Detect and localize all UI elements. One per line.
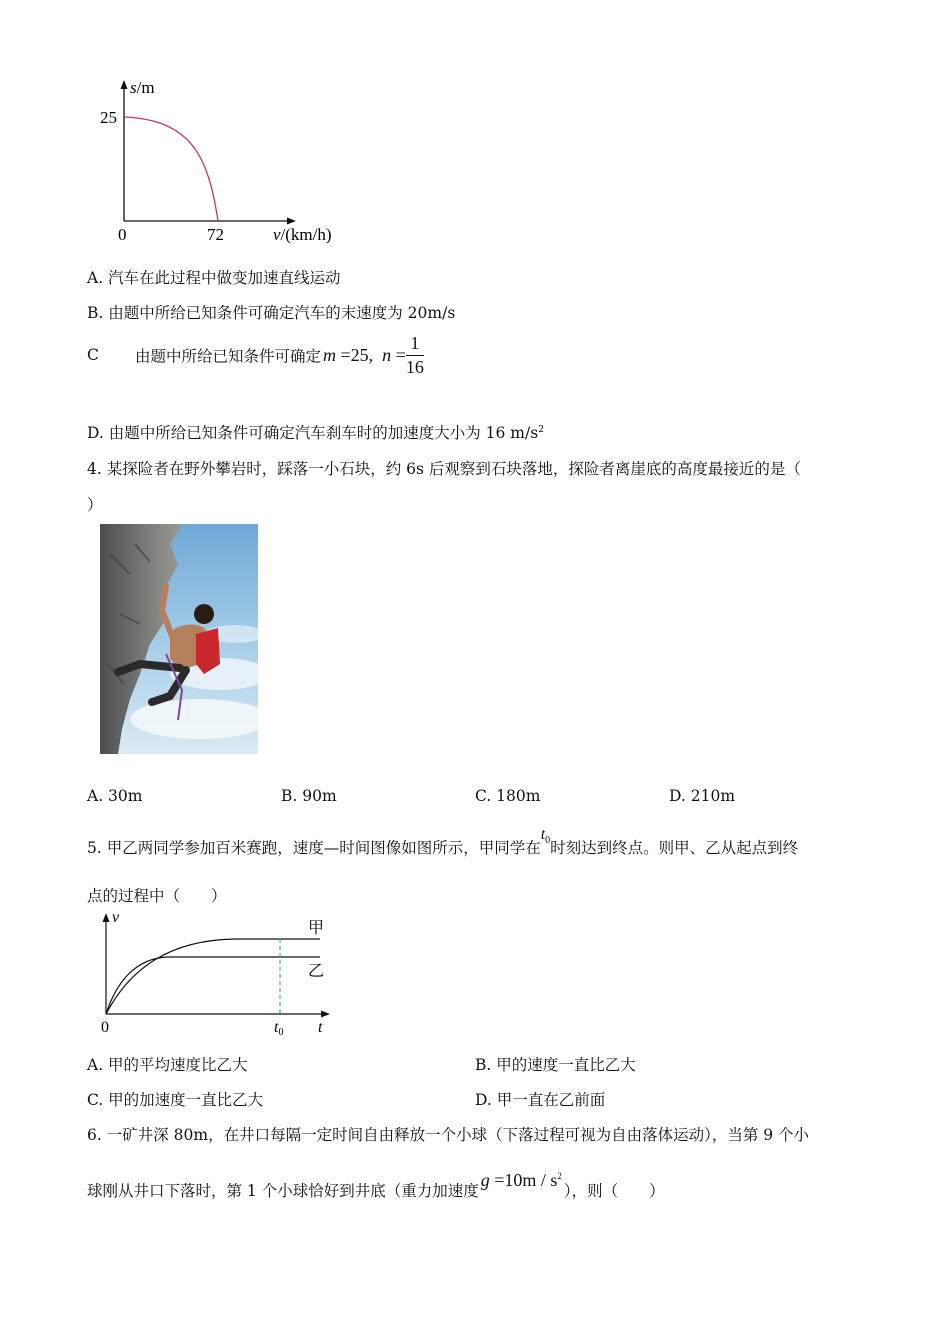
m-value: =25, — [340, 344, 374, 365]
q3-option-a: A. 汽车在此过程中做变加速直线运动 — [87, 269, 341, 287]
x-axis-label: t — [318, 1019, 323, 1036]
x-axis-arrow — [287, 218, 296, 225]
q3-option-c — [87, 334, 424, 377]
q6-stem-line1: 6. 一矿井深 80m，在井口每隔一定时间自由释放一个小球（下落过程可视为自由落体运动），当第 9 个小 — [87, 1126, 810, 1144]
q5-option-a: A. 甲的平均速度比乙大 — [87, 1056, 248, 1074]
s-v-graph — [90, 74, 360, 250]
q3-option-d: D. 由题中所给已知条件可确定汽车刹车时的加速度大小为 16 $m/s^2$ — [87, 424, 544, 442]
q3-option-b: B. 由题中所给已知条件可确定汽车的末速度为 20m/s — [87, 304, 456, 322]
curve-yi — [106, 957, 320, 1014]
n-equals: = — [395, 344, 406, 365]
climber-head — [194, 604, 214, 624]
x-axis-arrow — [321, 1011, 330, 1018]
fraction-denominator: 16 — [405, 356, 424, 377]
q6-stem-line2: 球刚从井口下落时，第 1 个小球恰好到井底（重力加速度$g =10m / s^2$），则（ ） — [87, 1170, 665, 1200]
v-t-graph — [90, 908, 340, 1038]
x-axis-label: v/(km/h) — [273, 225, 332, 244]
q4-stem-line2: ） — [87, 496, 103, 514]
y-tick-label: 25 — [100, 108, 117, 127]
q5-stem-line2: 点的过程中（ ） — [87, 887, 227, 905]
t0-label: t0 — [274, 1019, 284, 1038]
t0-symbol: $t_0$ — [540, 826, 551, 847]
q4-stem-line1: 4. 某探险者在野外攀岩时，踩落一小石块，约 6s 后观察到石块落地，探险者离崖底的高度最接近的是（ — [87, 460, 801, 478]
series-yi-label: 乙 — [308, 961, 325, 980]
q4-option-b: B. 90m — [281, 787, 337, 805]
d-superscript: 2 — [538, 424, 544, 435]
origin-label: 0 — [101, 1019, 109, 1036]
q5-option-c: C. 甲的加速度一直比乙大 — [87, 1091, 264, 1109]
n-fraction — [406, 334, 424, 377]
var-n: n — [382, 344, 392, 365]
series-jia-label: 甲 — [308, 918, 325, 937]
q5-option-b: B. 甲的速度一直比乙大 — [475, 1056, 636, 1074]
q4-option-d: D. 210m — [669, 787, 736, 805]
q4-option-a: A. 30m — [87, 787, 143, 805]
rock-climber-photo — [100, 524, 258, 754]
q5-stem-line1: 5. 甲乙两同学参加百米赛跑，速度—时间图像如图所示，甲同学在$t_0$时刻达到终点。则甲、乙从起点到终 — [87, 826, 799, 857]
q4-option-c: C. 180m — [475, 787, 541, 805]
origin-label: 0 — [118, 225, 127, 244]
var-m: m — [323, 344, 337, 365]
q5-option-d: D. 甲一直在乙前面 — [475, 1091, 606, 1109]
x-tick-label: 72 — [207, 225, 224, 244]
y-axis-label: s/m — [130, 78, 155, 97]
s-v-curve — [124, 117, 218, 221]
fraction-numerator: 1 — [406, 334, 424, 356]
q3-option-c-text: 由题中所给已知条件可确定 — [135, 347, 322, 366]
curve-jia — [106, 939, 320, 1014]
y-axis-label: v — [112, 909, 120, 926]
q3-option-c-letter: C — [87, 346, 99, 365]
y-axis-arrow — [121, 80, 128, 89]
y-axis-arrow — [103, 913, 110, 922]
g-expression: $g =10m / s^2$ — [480, 1170, 562, 1190]
